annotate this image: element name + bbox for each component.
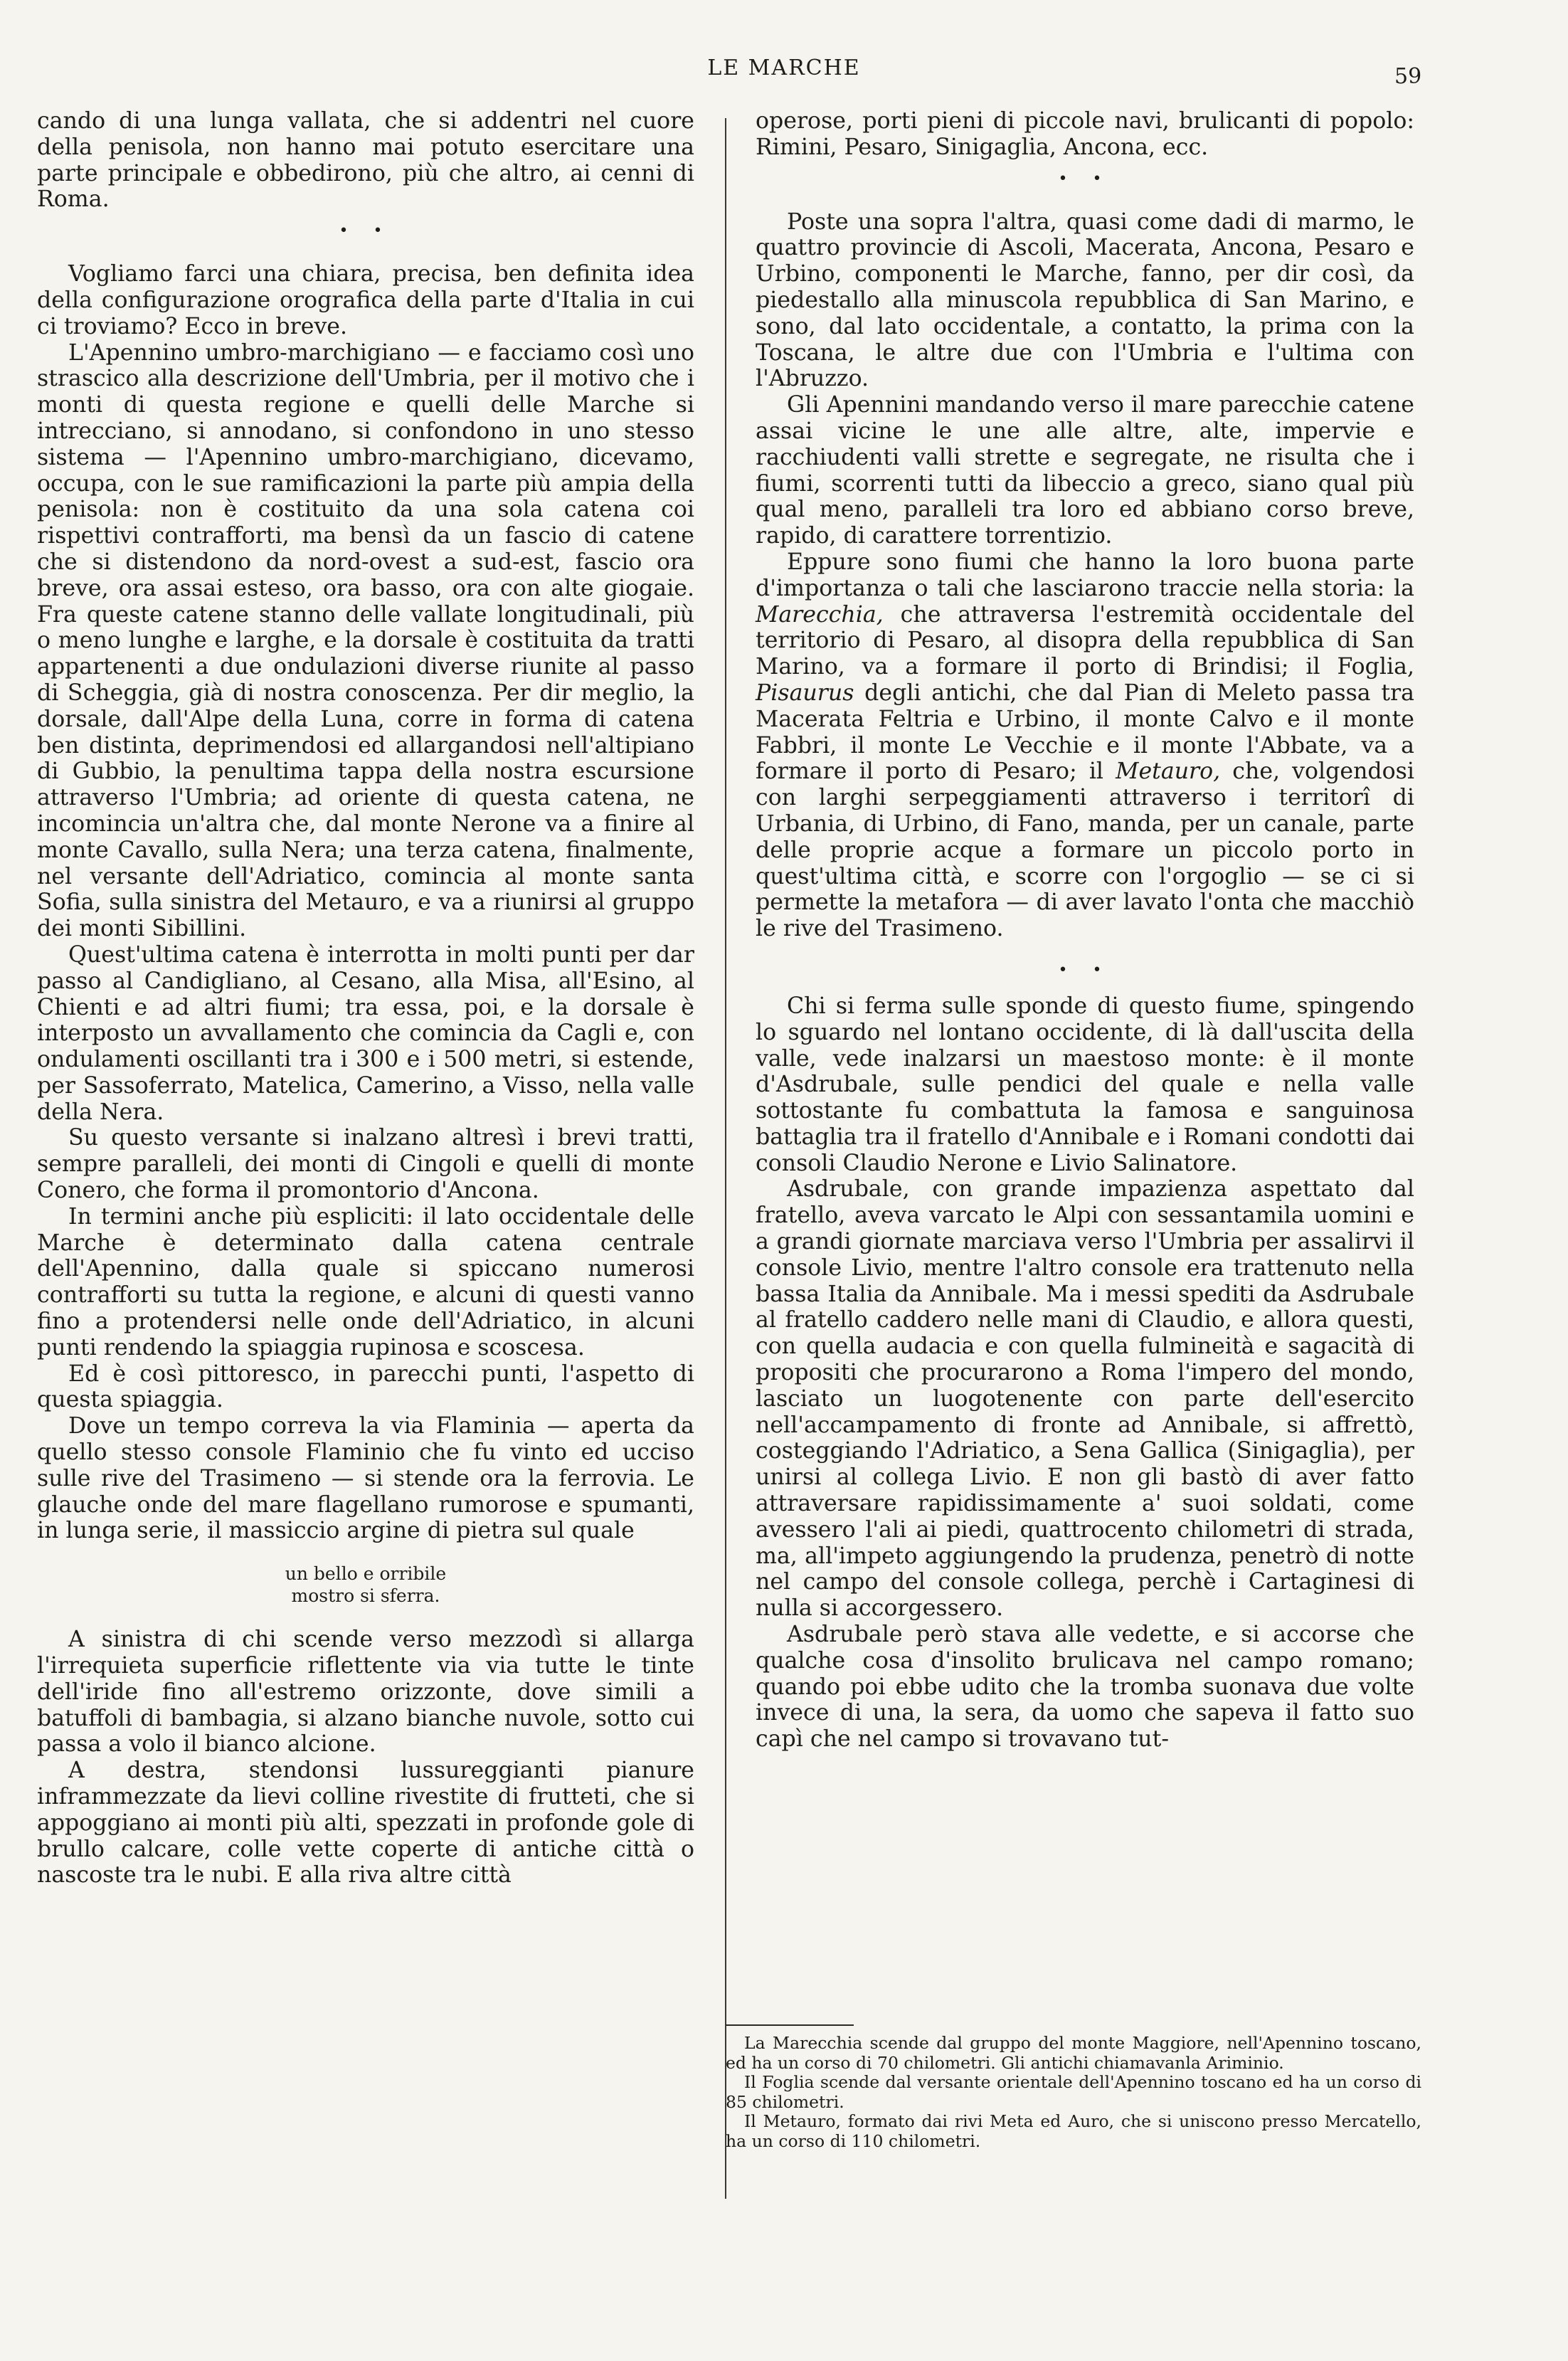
text-run: che, volgendosi con larghi serpeggiamenti attraverso i territorî di Urbania, di Urbino, di Fano, manda, per un canale, parte delle proprie acque a formare un piccolo porto in quest'ultima città, e scorre con l'orgoglio — se ci si permette la metafora — di aver lavato l'onta che macchiò le rive del Trasimeno.	[756, 759, 1414, 942]
paragraph: Vogliamo farci una chiara, precisa, ben definita idea della configurazione orografica della parte d'Italia in cui ci troviamo? Ecco in breve.	[37, 261, 694, 339]
footnote-rule	[726, 2024, 854, 2026]
section-separator: • •	[1058, 169, 1112, 188]
text-run: che attraversa l'estremità occidentale del territorio di Pesaro, al disopra della repubblica di San Marino, va a formare il porto di Brindisi; il Foglia,	[756, 601, 1414, 680]
section-separator: • •	[1058, 961, 1112, 979]
paragraph: cando di una lunga vallata, che si addentri nel cuore della penisola, non hanno mai potuto esercitare una parte principale e obbedirono, più che altro, ai cenni di Roma.	[37, 108, 694, 213]
verse-quote	[37, 1563, 694, 1607]
paragraph: Asdrubale, con grande impazienza aspettato dal fratello, aveva varcato le Alpi con sessantamila uomini e a grandi giornate marciava verso l'Umbria per assalirvi il console Livio, mentre l'altro console era trattenuto nella bassa Italia da Annibale. Ma i messi spediti da Asdrubale al fratello caddero nelle mani di Claudio, e allora questi, con quella audacia e con quella fulmineità e sagacità di propositi che procurarono a Roma l'impero del mondo, lasciato un luogotenente con parte dell'esercito nell'accampamento di fronte ad Annibale, si affrettò, costeggiando l'Adriatico, a Sena Gallica (Sinigaglia), per unirsi al collega Livio. E non gli bastò di aver fatto attraversare rapidissimamente a' suoi soldati, come avessero l'ali ai piedi, quattrocento chilometri di strada, ma, all'impeto aggiungendo la prudenza, penetrò di notte nel campo del console collega, perchè i Cartaginesi di nulla si accorgessero.	[756, 1176, 1414, 1622]
verse-line: un bello e orribile	[285, 1563, 447, 1585]
footnotes	[726, 2034, 1421, 2151]
text-run: degli antichi, che dal Pian di Meleto passa tra Macerata Feltria e Urbino, il monte Calvo e il monte Fabbri, il monte Le Vecchie e il monte l'Abbate, va a formare il porto di Pesaro; il	[756, 680, 1414, 785]
paragraph: Gli Apennini mandando verso il mare parecchie catene assai vicine le une alle altre, alte, impervie e racchiudenti valli strette e segregate, ne risulta che i fiumi, scorrenti tutti da libeccio a greco, siano qual più qual meno, paralleli tra loro ed abbiano corso breve, rapido, di carattere torrentizio.	[756, 392, 1414, 549]
paragraph: Chi si ferma sulle sponde di questo fiume, spingendo lo sguardo nel lontano occidente, di là dall'uscita della valle, vede inalzarsi un maestoso monte: è il monte d'Asdrubale, sulle pendici del quale e nella valle sottostante fu combattuta la famosa e sanguinosa battaglia tra il fratello d'Annibale e i Romani condotti dai consoli Claudio Nerone e Livio Salinatore.	[756, 993, 1414, 1176]
paragraph: In termini anche più espliciti: il lato occidentale delle Marche è determinato dalla catena centrale dell'Apennino, dalla quale si spiccano numerosi contrafforti su tutta la regione, e alcuni di questi vanno fino a protendersi nelle onde dell'Adriatico, in alcuni punti rendendo la spiaggia rupinosa e scoscesa.	[37, 1203, 694, 1361]
river-name-pisaurus: Pisaurus	[756, 680, 854, 706]
page-number: 59	[1394, 64, 1422, 89]
paragraph: operose, porti pieni di piccole navi, brulicanti di popolo: Rimini, Pesaro, Sinigaglia, Ancona, ecc.	[756, 108, 1414, 160]
text-run: Eppure sono fiumi che hanno la loro buona parte d'importanza o tali che lasciarono traccie nella storia: la	[756, 549, 1414, 601]
paragraph: Su questo versante si inalzano altresì i brevi tratti, sempre paralleli, dei monti di Cingoli e quelli di monte Conero, che forma il promontorio d'Ancona.	[37, 1125, 694, 1204]
footnote: La Marecchia scende dal gruppo del monte Maggiore, nell'Apennino toscano, ed ha un corso di 70 chilometri. Gli antichi chiamavanla Ariminio.	[726, 2033, 1421, 2073]
verse-line: mostro si sferra.	[291, 1585, 440, 1607]
paragraph: Dove un tempo correva la via Flaminia — aperta da quello stesso console Flaminio che fu vinto ed ucciso sulle rive del Trasimeno — si stende ora la ferrovia. Le glauche onde del mare flagellano rumorose e spumanti, in lunga serie, il massiccio argine di pietra sul quale	[37, 1413, 694, 1544]
right-column	[756, 108, 1414, 1753]
left-column	[37, 108, 694, 1889]
paragraph: A destra, stendonsi lussureggianti pianure inframmezzate da lievi colline rivestite di frutteti, che si appoggiano ai monti più alti, spezzati in profonde gole di brullo calcare, colle vette coperte di antiche città o nascoste tra le nubi. E alla riva altre città	[37, 1758, 694, 1889]
column-divider	[725, 118, 726, 2199]
section-separator: • •	[339, 222, 393, 241]
paragraph: Asdrubale però stava alle vedette, e si accorse che qualche cosa d'insolito brulicava nel campo romano; quando poi ebbe udito che la tromba suonava due volte invece di una, la sera, da uomo che sapeva il fatto suo capì che nel campo si trovavano tut-	[756, 1622, 1414, 1753]
paragraph: Poste una sopra l'altra, quasi come dadi di marmo, le quattro provincie di Ascoli, Macerata, Ancona, Pesaro e Urbino, componenti le Marche, fanno, per dir così, da piedestallo alla minuscola repubblica di San Marino, e sono, dal lato occidentale, a contatto, la prima con la Toscana, le altre due con l'Umbria e l'ultima con l'Abruzzo.	[756, 208, 1414, 392]
running-title: LE MARCHE	[707, 56, 861, 80]
river-name-metauro: Metauro,	[1116, 759, 1221, 785]
footnote: Il Metauro, formato dai rivi Meta ed Auro, che si uniscono presso Mercatello, ha un corso di 110 chilometri.	[726, 2111, 1421, 2151]
paragraph: L'Apennino umbro-marchigiano — e facciamo così uno strascico alla descrizione dell'Umbria, per il motivo che i monti di questa regione e quelli delle Marche si intrecciano, si annodano, si confondono in uno stesso sistema — l'Apennino umbro-marchigiano, dicevamo, occupa, con le sue ramificazioni la parte più ampia della penisola: non è costituito da una sola catena coi rispettivi contrafforti, ma bensì da un fascio di catene che si distendono da nord-ovest a sud-est, fascio ora breve, ora assai esteso, ora basso, ora con alte giogaie. Fra queste catene stanno delle vallate longitudinali, più o meno lunghe e larghe, e la dorsale è costituita da tratti appartenenti a due ondulazioni diverse riunite al passo di Scheggia, già di nostra conoscenza. Per dir meglio, la dorsale, dall'Alpe della Luna, corre in forma di catena ben distinta, deprimendosi ed allargandosi nell'altipiano di Gubbio, la penultima tappa della nostra escursione attraverso l'Umbria; ad oriente di questa catena, ne incomincia un'altra che, dal monte Nerone va a finire al monte Cavallo, sulla Nera; una terza catena, finalmente, nel versante dell'Adriatico, comincia al monte santa Sofia, sulla sinistra del Metauro, e va a riunirsi al gruppo dei monti Sibillini.	[37, 339, 694, 942]
paragraph: Ed è così pittoresco, in parecchi punti, l'aspetto di questa spiaggia.	[37, 1361, 694, 1413]
paragraph: A sinistra di chi scende verso mezzodì si allarga l'irrequieta superficie riflettente via via tutte le tinte dell'iride fino all'estremo orizzonte, dove simili a batuffoli di bambagia, si alzano bianche nuvole, sotto cui passa a volo il bianco alcione.	[37, 1627, 694, 1758]
paragraph: Quest'ultima catena è interrotta in molti punti per dar passo al Candigliano, al Cesano, alla Misa, all'Esino, al Chienti e ad altri fiumi; tra essa, poi, e la dorsale è interposto un avvallamento che comincia da Cagli e, con ondulamenti oscillanti tra i 300 e i 500 metri, si estende, per Sassoferrato, Matelica, Camerino, a Visso, nella valle della Nera.	[37, 941, 694, 1125]
footnote: Il Foglia scende dal versante orientale dell'Apennino toscano ed ha un corso di 85 chilometri.	[726, 2072, 1421, 2112]
paragraph-rivers	[756, 549, 1414, 942]
river-name-marecchia: Marecchia,	[756, 601, 884, 628]
